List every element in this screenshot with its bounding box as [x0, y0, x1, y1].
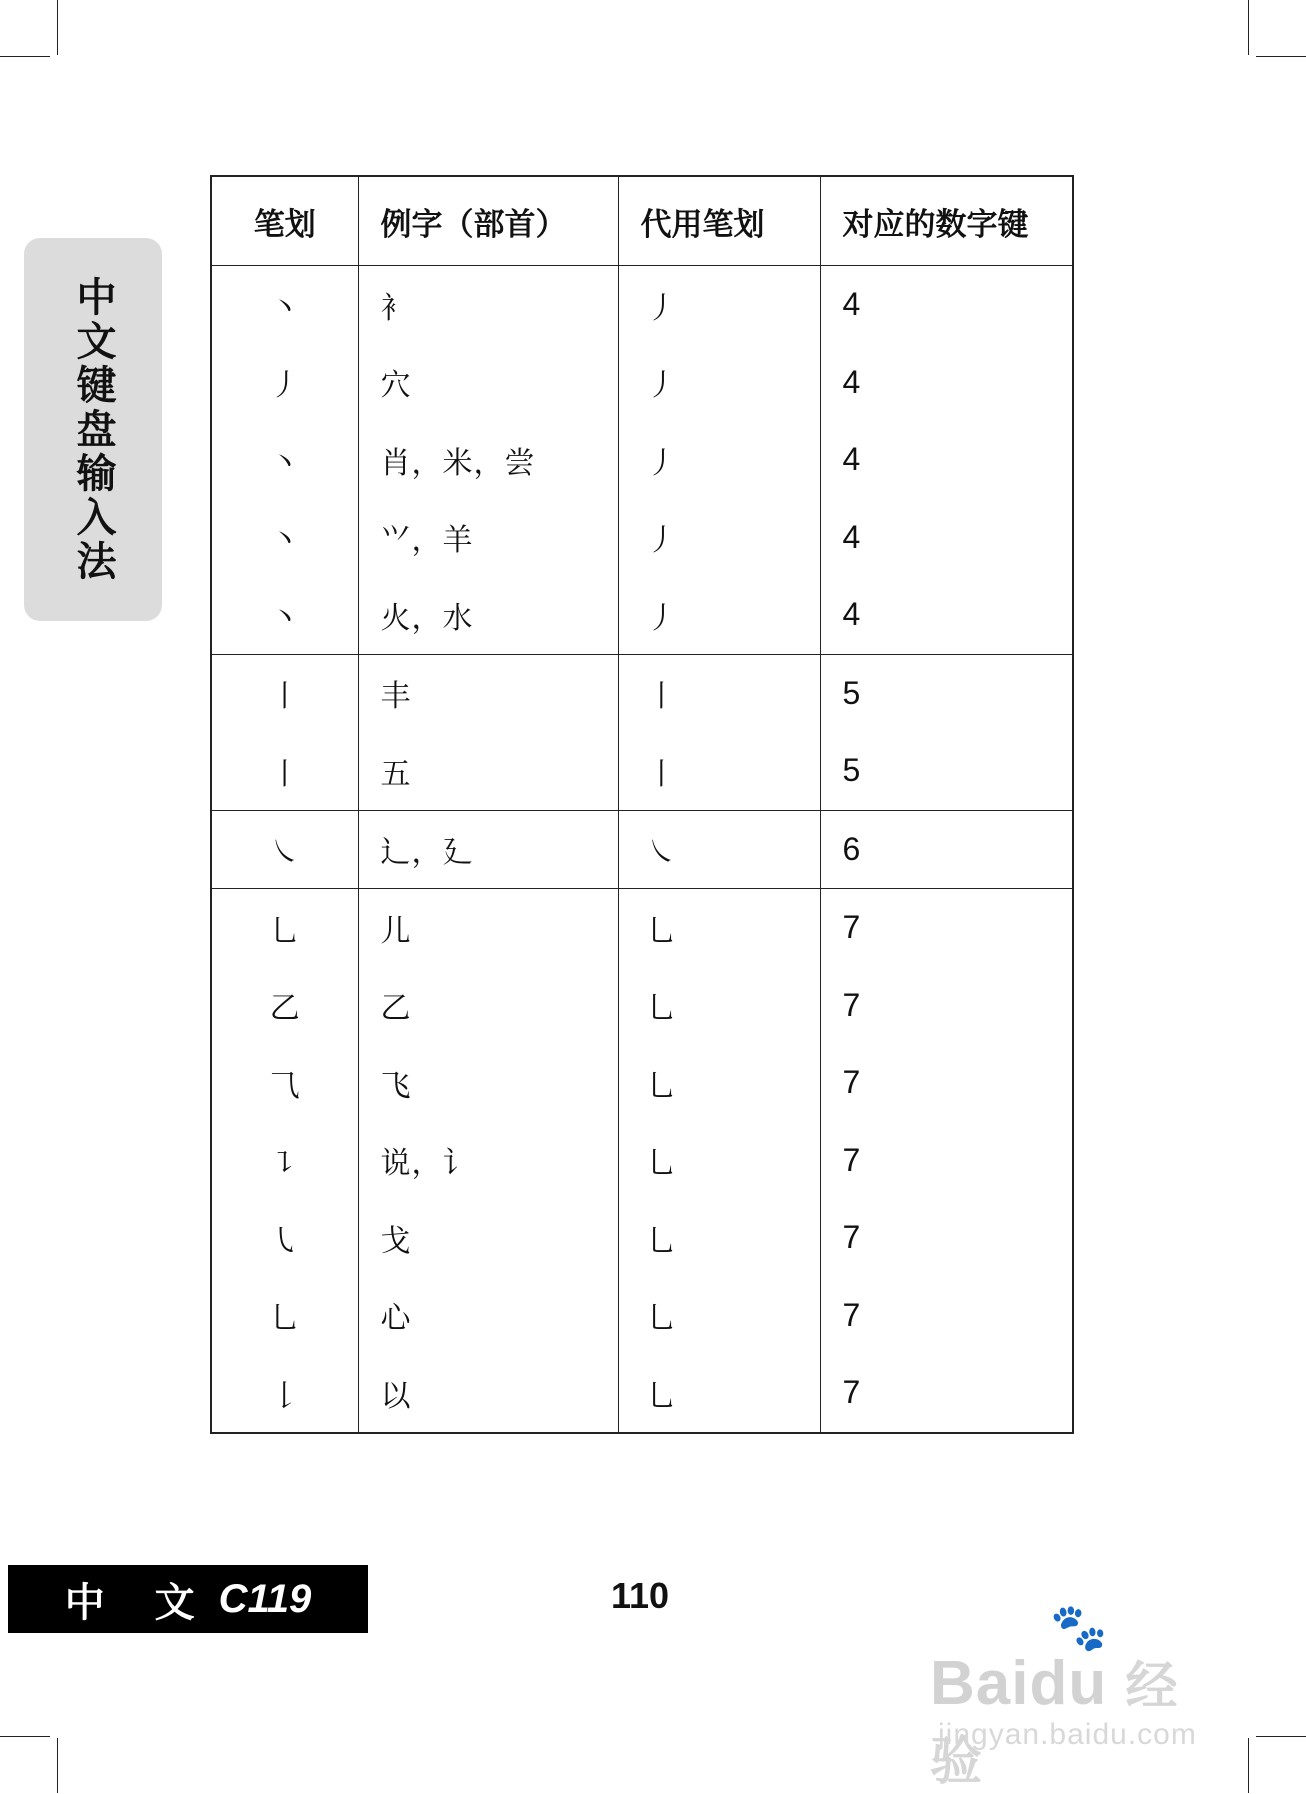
example-cell: ⺍，羊 — [358, 499, 618, 577]
stroke-cell: ㇊ — [211, 1122, 358, 1200]
stroke-cell: 丿 — [211, 344, 358, 422]
table-row — [211, 344, 1073, 422]
table-header-row — [211, 176, 1073, 266]
example-cell: 心 — [358, 1277, 618, 1355]
watermark-url: jingyan.baidu.com — [938, 1718, 1197, 1751]
alt-stroke-cell: 丿 — [618, 576, 820, 654]
example-cell: 肖，米，尝 — [358, 421, 618, 499]
number-key-cell: 7 — [820, 1199, 1073, 1277]
number-key-cell: 7 — [820, 1354, 1073, 1433]
footer-label-model: C119 — [218, 1576, 312, 1621]
alt-stroke-cell: 丨 — [618, 732, 820, 810]
number-key-cell: 4 — [820, 576, 1073, 654]
stroke-cell: ⺄ — [211, 1044, 358, 1122]
stroke-cell: 乚 — [211, 889, 358, 967]
table-row — [211, 1277, 1073, 1355]
alt-stroke-cell: 乚 — [618, 1277, 820, 1355]
stroke-table — [210, 175, 1074, 1434]
alt-stroke-cell: 乚 — [618, 1044, 820, 1122]
number-key-cell: 4 — [820, 344, 1073, 422]
table-row — [211, 421, 1073, 499]
table-row — [211, 810, 1073, 889]
table-row — [211, 1354, 1073, 1433]
table-row — [211, 266, 1073, 344]
alt-stroke-cell: 丨 — [618, 654, 820, 732]
watermark-brand-cn: 经验 — [930, 1657, 1179, 1792]
number-key-cell: 7 — [820, 889, 1073, 967]
alt-stroke-cell: 乚 — [618, 1199, 820, 1277]
stroke-cell: 丶 — [211, 499, 358, 577]
baidu-watermark — [930, 1600, 1230, 1792]
alt-stroke-cell: 乚 — [618, 1122, 820, 1200]
stroke-cell: 丨 — [211, 732, 358, 810]
table-row — [211, 889, 1073, 967]
example-cell: 飞 — [358, 1044, 618, 1122]
crop-mark — [57, 1738, 58, 1793]
stroke-cell: ㇂ — [211, 1199, 358, 1277]
alt-stroke-cell: 乚 — [618, 967, 820, 1045]
crop-mark — [0, 56, 50, 57]
alt-stroke-cell: 丿 — [618, 421, 820, 499]
table-row — [211, 576, 1073, 654]
footer-model-label — [8, 1565, 368, 1633]
example-cell: 以 — [358, 1354, 618, 1433]
alt-stroke-cell: 丿 — [618, 344, 820, 422]
table-row — [211, 1044, 1073, 1122]
stroke-cell: 丶 — [211, 576, 358, 654]
table-body — [211, 266, 1073, 1433]
table-row — [211, 1199, 1073, 1277]
example-cell: 丰 — [358, 654, 618, 732]
example-cell: 说，讠 — [358, 1122, 618, 1200]
crop-mark — [1248, 0, 1249, 55]
stroke-cell: 丶 — [211, 421, 358, 499]
crop-mark — [1256, 1736, 1306, 1737]
example-cell: 穴 — [358, 344, 618, 422]
table-row — [211, 1122, 1073, 1200]
header-number-key: 对应的数字键 — [820, 176, 1073, 266]
paw-icon: 🐾 — [1050, 1600, 1108, 1654]
alt-stroke-cell: 乚 — [618, 1354, 820, 1433]
stroke-cell: 乚 — [211, 1277, 358, 1355]
number-key-cell: 4 — [820, 421, 1073, 499]
header-alt-stroke: 代用笔划 — [618, 176, 820, 266]
crop-mark — [1256, 56, 1306, 57]
alt-stroke-cell: 乚 — [618, 889, 820, 967]
number-key-cell: 4 — [820, 499, 1073, 577]
crop-mark — [0, 1736, 50, 1737]
alt-stroke-cell: 丿 — [618, 266, 820, 344]
stroke-cell: 乙 — [211, 967, 358, 1045]
number-key-cell: 7 — [820, 1122, 1073, 1200]
example-cell: 戈 — [358, 1199, 618, 1277]
stroke-cell: 𠄌 — [211, 1354, 358, 1433]
table-row — [211, 499, 1073, 577]
number-key-cell: 7 — [820, 967, 1073, 1045]
alt-stroke-cell: ㇏ — [618, 810, 820, 889]
header-example: 例字（部首） — [358, 176, 618, 266]
number-key-cell: 7 — [820, 1277, 1073, 1355]
table-row — [211, 967, 1073, 1045]
table-row — [211, 732, 1073, 810]
crop-mark — [57, 0, 58, 55]
stroke-cell: 丶 — [211, 266, 358, 344]
page-number: 110 — [610, 1575, 670, 1616]
number-key-cell: 4 — [820, 266, 1073, 344]
side-section-tab — [24, 238, 162, 621]
example-cell: 衤 — [358, 266, 618, 344]
number-key-cell: 5 — [820, 732, 1073, 810]
number-key-cell: 5 — [820, 654, 1073, 732]
table-row — [211, 654, 1073, 732]
number-key-cell: 7 — [820, 1044, 1073, 1122]
example-cell: 乙 — [358, 967, 618, 1045]
watermark-brand-text: Bai — [930, 1649, 1030, 1718]
stroke-cell: 丨 — [211, 654, 358, 732]
stroke-cell: ㇏ — [211, 810, 358, 889]
number-key-cell: 6 — [820, 810, 1073, 889]
example-cell: 火，水 — [358, 576, 618, 654]
example-cell: 五 — [358, 732, 618, 810]
footer-label-zh: 中 文 — [64, 1579, 213, 1626]
alt-stroke-cell: 丿 — [618, 499, 820, 577]
example-cell: 辶，廴 — [358, 810, 618, 889]
example-cell: 儿 — [358, 889, 618, 967]
header-stroke: 笔划 — [211, 176, 358, 266]
watermark-brand-mid: du — [1029, 1649, 1108, 1718]
crop-mark — [1248, 1738, 1249, 1793]
side-section-label: 中文键盘输入法 — [70, 275, 117, 584]
